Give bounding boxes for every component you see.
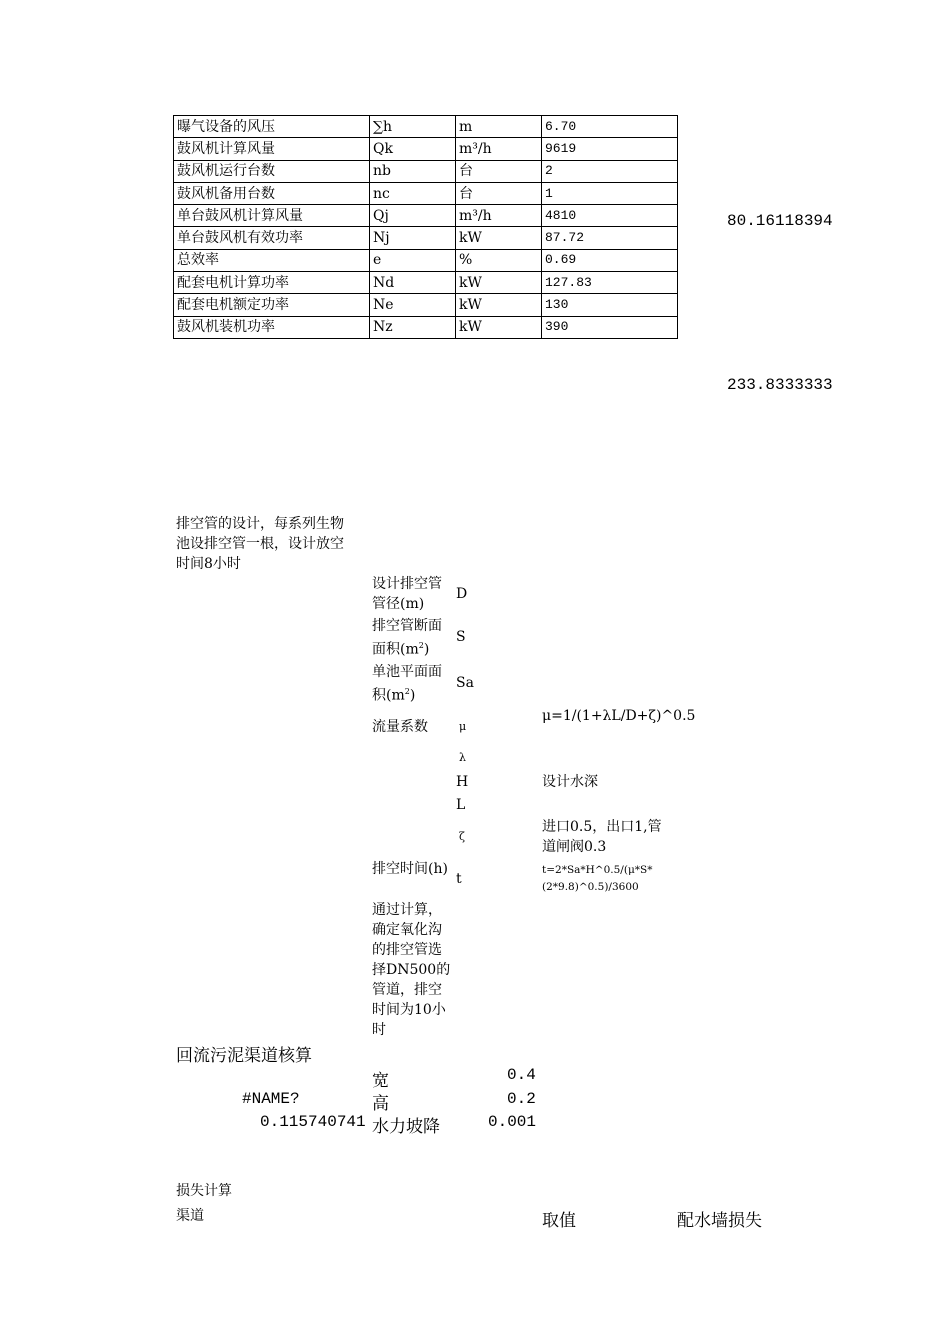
param-unit: 台 xyxy=(456,160,542,182)
param-unit: % xyxy=(456,249,542,271)
return-width-value: 0.4 xyxy=(507,1066,536,1084)
param-name: 鼓风机运行台数 xyxy=(174,160,370,182)
drain-d-symbol: D xyxy=(456,586,468,602)
loss-take-value: 取值 xyxy=(542,1211,576,1231)
drain-sa-label-close: ) xyxy=(409,687,416,704)
param-name: 鼓风机备用台数 xyxy=(174,182,370,204)
param-unit: kW xyxy=(456,227,542,249)
param-unit: kW xyxy=(456,272,542,294)
drain-sa-label-text: 单池平面面积(m xyxy=(372,664,442,704)
drain-l-symbol: L xyxy=(456,797,466,813)
param-unit: m³/h xyxy=(456,138,542,160)
drain-s-label xyxy=(372,616,454,660)
drain-mu-label: 流量系数 xyxy=(372,719,428,735)
side-value-2: 233.8333333 xyxy=(727,376,833,394)
params-row xyxy=(174,227,678,249)
param-symbol: Qj xyxy=(370,205,456,227)
return-width-label: 宽 xyxy=(372,1071,389,1091)
drain-s-symbol: S xyxy=(456,629,466,645)
return-left-value: 0.115740741 xyxy=(260,1113,366,1131)
params-row xyxy=(174,294,678,316)
params-table-body xyxy=(174,116,678,339)
param-unit: 台 xyxy=(456,182,542,204)
param-value: 127.83 xyxy=(542,272,678,294)
drain-zeta-note: 进口0.5，出口1,管道闸阀0.3 xyxy=(542,819,662,855)
return-slope-label: 水力坡降 xyxy=(372,1117,440,1137)
param-name: 单台鼓风机计算风量 xyxy=(174,205,370,227)
param-value: 87.72 xyxy=(542,227,678,249)
drain-t-label: 排空时间(h) xyxy=(372,861,448,877)
param-symbol: ∑h xyxy=(370,116,456,138)
return-channel-title: 回流污泥渠道核算 xyxy=(176,1046,312,1066)
drain-s-label-close: ) xyxy=(423,641,430,658)
param-name: 配套电机计算功率 xyxy=(174,272,370,294)
drain-mu-symbol: μ xyxy=(459,720,467,733)
drain-d-label: 设计排空管管径(m) xyxy=(372,576,442,612)
param-value: 4810 xyxy=(542,205,678,227)
return-slope-value: 0.001 xyxy=(488,1113,537,1131)
drain-h-note: 设计水深 xyxy=(542,774,598,790)
param-unit: kW xyxy=(456,316,542,338)
drain-zeta-symbol: ζ xyxy=(459,830,465,843)
param-value: 6.70 xyxy=(542,116,678,138)
param-name: 鼓风机装机功率 xyxy=(174,316,370,338)
blower-params-table xyxy=(173,115,678,339)
param-value: 9619 xyxy=(542,138,678,160)
param-value: 1 xyxy=(542,182,678,204)
params-row xyxy=(174,116,678,138)
params-row xyxy=(174,182,678,204)
loss-title: 损失计算 xyxy=(176,1183,232,1199)
return-height-value: 0.2 xyxy=(507,1090,536,1108)
param-symbol: nb xyxy=(370,160,456,182)
drain-mu-formula: μ=1/(1+λL/D+ζ)^0.5 xyxy=(542,708,696,724)
drain-lambda-symbol: λ xyxy=(459,751,466,764)
loss-channel: 渠道 xyxy=(176,1208,204,1224)
return-height-label: 高 xyxy=(372,1094,389,1114)
drain-t-formula: t=2*Sa*H^0.5/(μ*S*(2*9.8)^0.5)/3600 xyxy=(542,864,653,893)
param-symbol: e xyxy=(370,249,456,271)
drain-sa-label xyxy=(372,662,454,706)
param-symbol: nc xyxy=(370,182,456,204)
params-row xyxy=(174,272,678,294)
params-row xyxy=(174,138,678,160)
param-name: 曝气设备的风压 xyxy=(174,116,370,138)
params-row xyxy=(174,160,678,182)
side-value-1: 80.16118394 xyxy=(727,212,833,230)
param-unit: m xyxy=(456,116,542,138)
param-symbol: Nd xyxy=(370,272,456,294)
param-symbol: Qk xyxy=(370,138,456,160)
drain-intro: 排空管的设计，每系列生物池设排空管一根，设计放空时间8小时 xyxy=(176,516,344,572)
param-symbol: Nj xyxy=(370,227,456,249)
params-row xyxy=(174,205,678,227)
param-symbol: Ne xyxy=(370,294,456,316)
drain-sa-label-sup: 2 xyxy=(404,687,410,696)
params-row xyxy=(174,316,678,338)
param-name: 配套电机额定功率 xyxy=(174,294,370,316)
loss-wall-loss: 配水墙损失 xyxy=(677,1211,762,1231)
param-value: 2 xyxy=(542,160,678,182)
drain-h-symbol: H xyxy=(456,774,469,790)
drain-conclusion: 通过计算，确定氧化沟的排空管选择DN500的管道，排空时间为10小时 xyxy=(372,902,451,1038)
param-value: 390 xyxy=(542,316,678,338)
param-value: 130 xyxy=(542,294,678,316)
param-unit: m³/h xyxy=(456,205,542,227)
param-name: 鼓风机计算风量 xyxy=(174,138,370,160)
params-row xyxy=(174,249,678,271)
drain-sa-symbol: Sa xyxy=(456,675,474,691)
param-name: 单台鼓风机有效功率 xyxy=(174,227,370,249)
param-unit: kW xyxy=(456,294,542,316)
drain-t-symbol: t xyxy=(456,871,462,887)
drain-s-label-text: 排空管断面面积(m xyxy=(372,618,442,658)
param-name: 总效率 xyxy=(174,249,370,271)
drain-s-label-sup: 2 xyxy=(418,641,424,650)
name-error-cell: #NAME? xyxy=(242,1090,300,1108)
param-symbol: Nz xyxy=(370,316,456,338)
param-value: 0.69 xyxy=(542,249,678,271)
